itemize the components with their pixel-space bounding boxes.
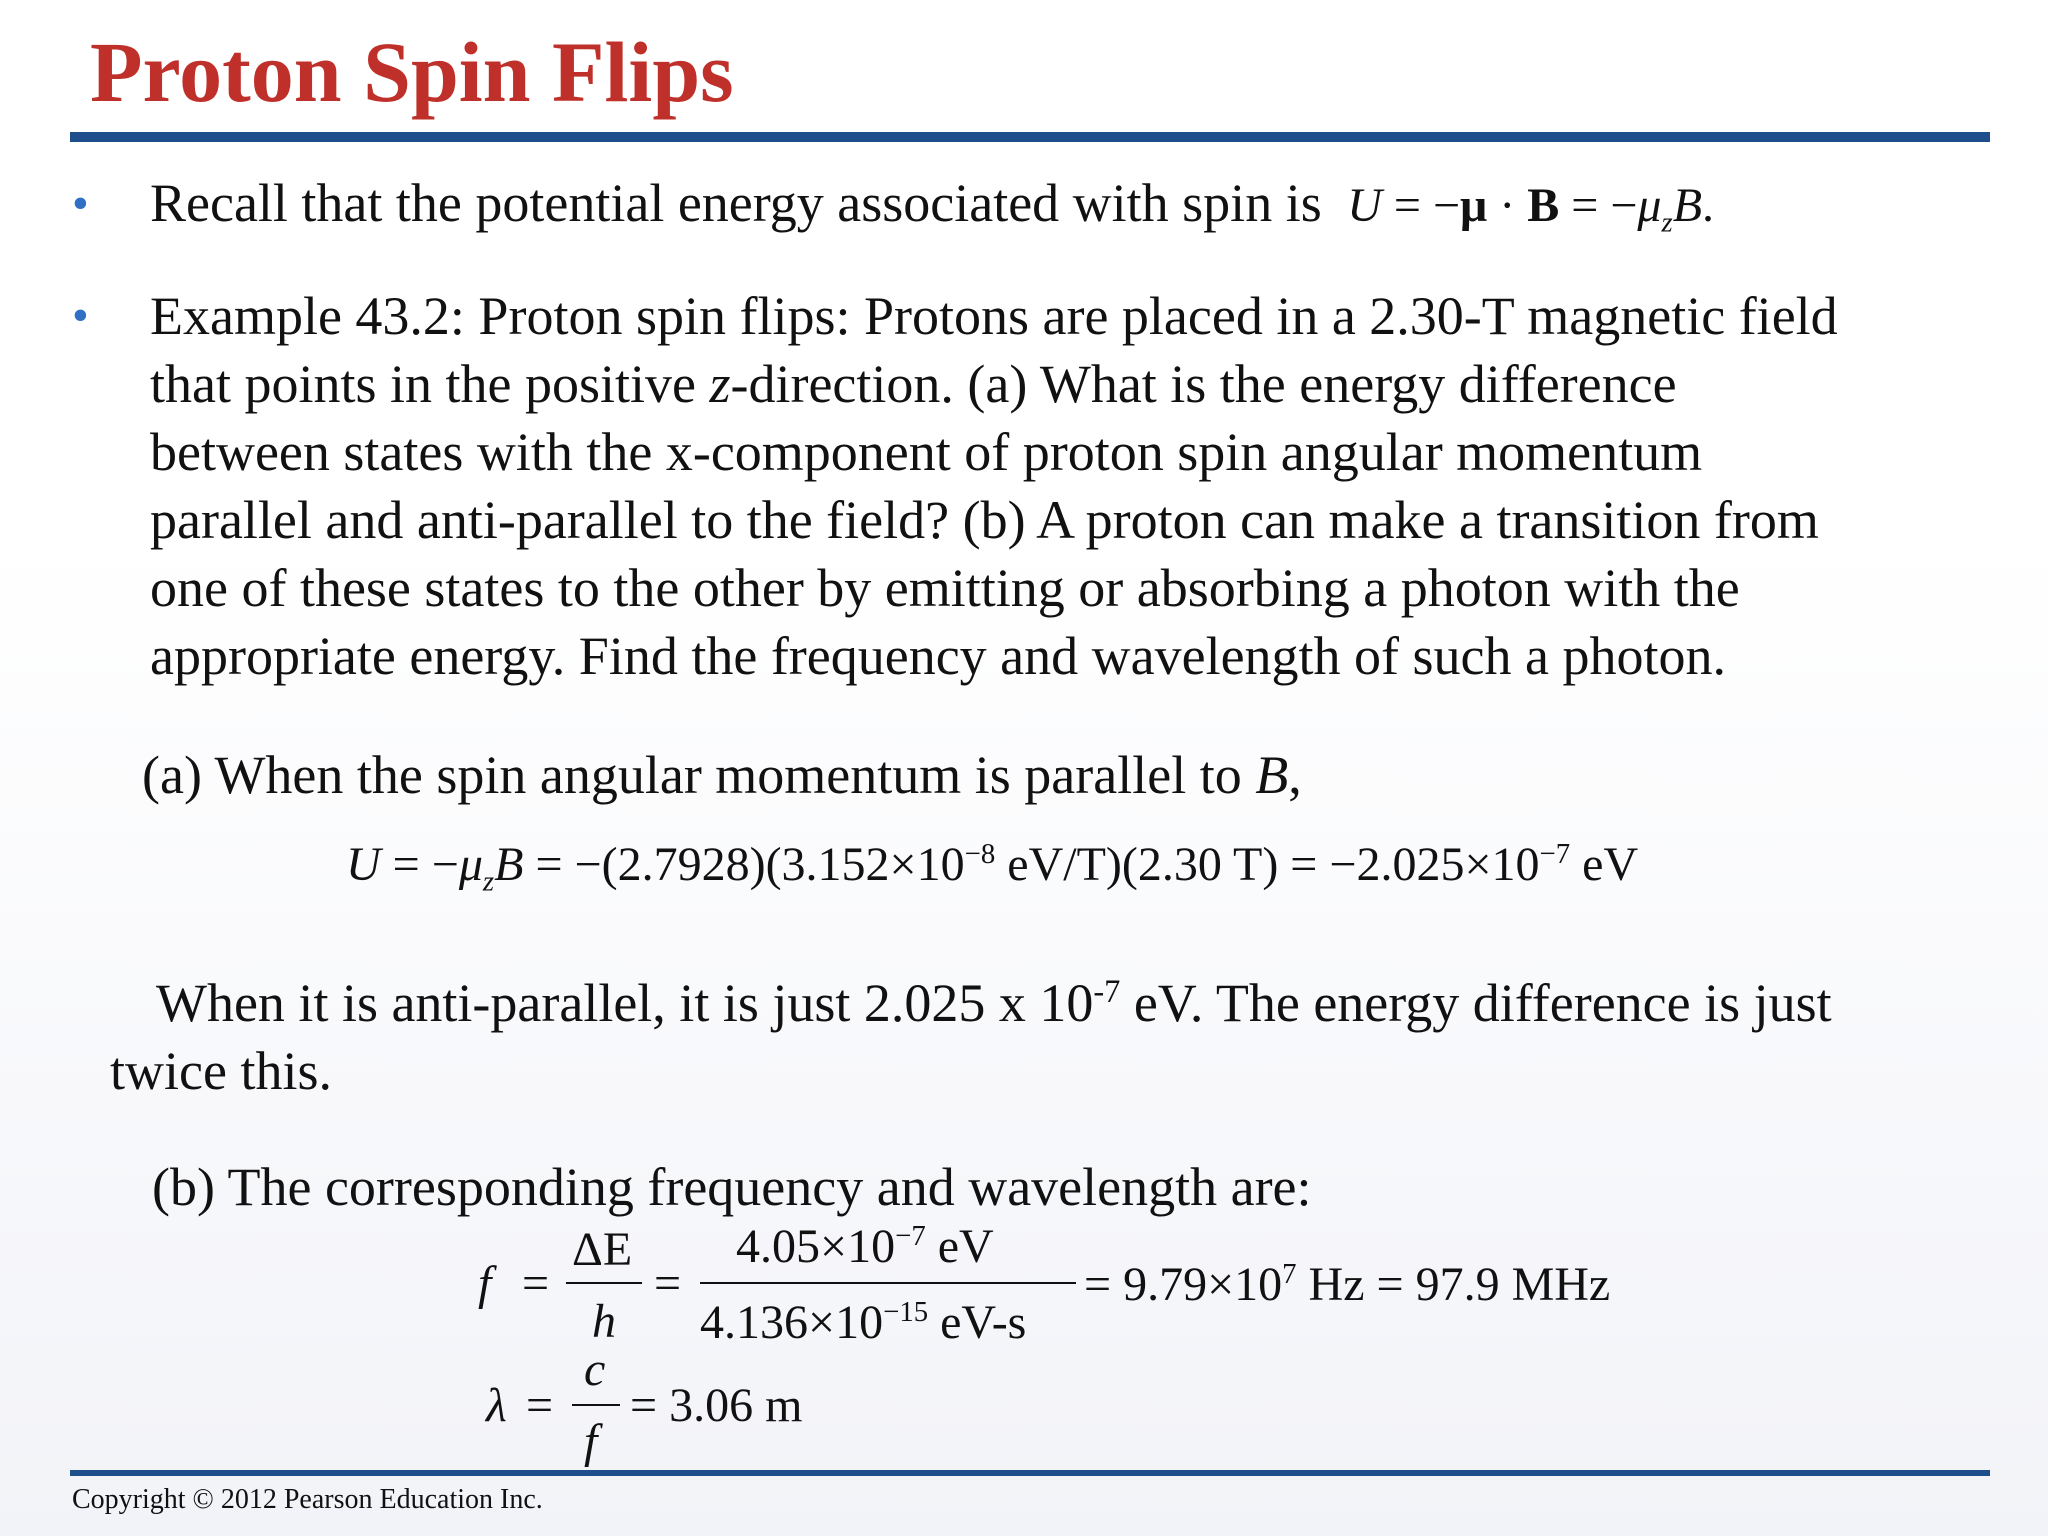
fraction-bar [700, 1282, 1076, 1284]
bullet-1-text: Recall that the potential energy associated with spin is [150, 173, 1322, 233]
bullet-1 [150, 173, 1715, 239]
bullet-icon: • [72, 177, 89, 230]
freq-result: = $9.79\times 10^7$ Hz = 97.9 MHz [1084, 1258, 1611, 1311]
title-divider [70, 132, 1990, 142]
slide-title: Proton Spin Flips [90, 24, 734, 120]
wavelength-result: = 3.06 m [630, 1379, 803, 1432]
freq-frac2-num: $4.05\times 10^{-7}$ eV [736, 1220, 994, 1273]
part-a-intro: (a) When the spin angular momentum is parallel to B, [142, 745, 1302, 805]
freq-frac1-num: ΔE [572, 1223, 633, 1276]
freq-equals: = [522, 1257, 550, 1310]
freq-frac2-den: $4.136\times 10^{-15}$ eV-s [700, 1296, 1027, 1349]
bullet-2-example: Example 43.2: Proton spin flips: Protons are placed in a 2.30-T magnetic field that points in the positive z-direction. (a) What is the energy difference between states with the x-component of proton spin angular momentum parallel and anti-parallel to the field? (b) A proton can make a transition from one of these states to the other by emitting or absorbing a photon with the appropriate energy. Find the frequency and wavelength of such a photon. [150, 286, 1838, 686]
wavelength-den: f [584, 1415, 598, 1468]
wavelength-lambda: λ [486, 1379, 507, 1432]
anti-parallel-line-2: twice this. [110, 1041, 332, 1101]
part-b-intro: (b) The corresponding frequency and wavelength are: [152, 1157, 1312, 1217]
freq-frac1-den: h [592, 1295, 616, 1348]
bullet-icon: • [72, 289, 89, 342]
freq-equals-2: = [654, 1257, 682, 1310]
footer-divider [70, 1470, 1990, 1476]
wavelength-num: c [584, 1343, 606, 1396]
spin-energy-formula: $U = -\mu \cdot B = -\mu_zB$. [1347, 179, 1715, 239]
fraction-bar [572, 1404, 620, 1406]
freq-f-symbol: f [478, 1257, 492, 1310]
wavelength-equals: = [526, 1379, 554, 1432]
part-a-equation: $U = -\mu_zB = -(2.7928)(3.152\times 10^{-8}$ eV/T)(2.30 $T) = -2.025\times 10^{-7}$ eV [346, 838, 1639, 898]
anti-parallel-line-1: When it is anti-parallel, it is just 2.025 x $10^{-7}$ eV. The energy difference is just [156, 973, 1832, 1033]
fraction-bar [566, 1282, 642, 1284]
copyright-footer: Copyright © 2012 Pearson Education Inc. [72, 1484, 543, 1515]
